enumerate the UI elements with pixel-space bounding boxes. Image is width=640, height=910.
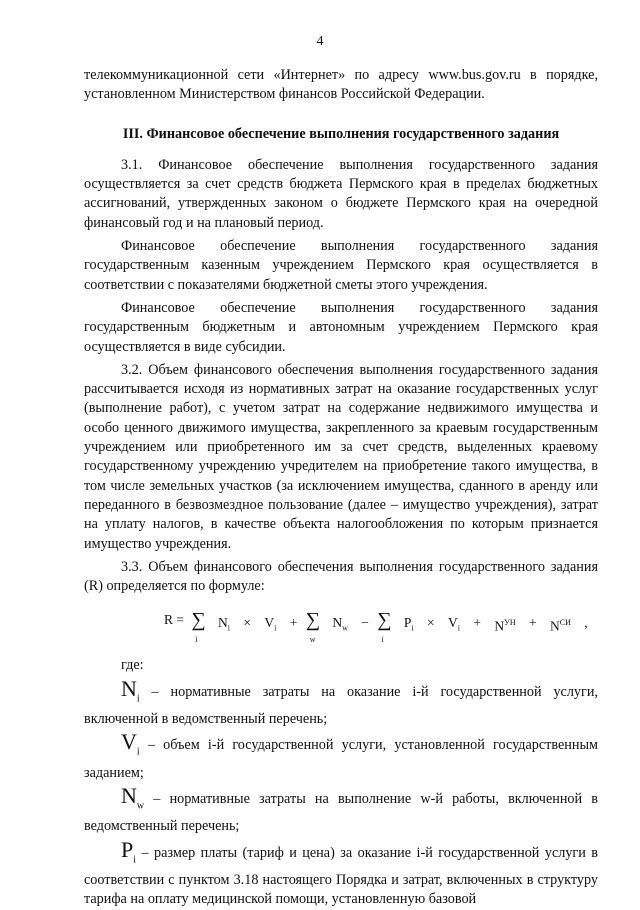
page-number: 4 bbox=[316, 34, 324, 49]
formula-sum-1: ∑ i bbox=[191, 609, 206, 645]
formula-plus-3: + bbox=[528, 615, 537, 631]
formula-term-n-un: $N^{УН}$ bbox=[494, 618, 516, 634]
symbol-v-i: $V_i$ bbox=[121, 729, 140, 758]
intro-paragraph: телекоммуникационной сети «Интернет» по адресу www.bus.gov.ru в порядке, установленном Министерством финансов Российской Федерации. bbox=[84, 67, 598, 103]
formula-term-n-si: $N^{СИ}$ bbox=[549, 618, 571, 634]
paragraph-3-2: 3.2. Объем финансового обеспечения выполнения государственного задания рассчитывается исходя из нормативных затрат на оказание государственных услуг (выполнение работ), с учетом затрат на содержание недвижимого имущества и особо ценного движимого имущества, закрепленного за краевым государственным учреждением или приобретенного им за счет средств, выделенных краевому государственному учреждению учредителем на приобретение такого имущества, в том числе земельных участков (за исключением имущества, сданного в аренду или переданного в безвозмездное пользование (далее – имущество учреждения), затрат на уплату налогов, в качестве объекта налогообложения по которым признается имущество учреждения. bbox=[84, 361, 598, 552]
symbol-n-i: $N_i$ bbox=[121, 675, 140, 705]
formula bbox=[164, 610, 598, 650]
definition-n-w: $N_w$ – нормативные затраты на выполнение w-й работы, включенной в ведомственный перечень; bbox=[84, 783, 598, 835]
section-heading: III. Финансовое обеспечение выполнения государственного задания bbox=[122, 125, 560, 142]
formula-times-2: × bbox=[427, 615, 435, 631]
formula-sum-2: ∑ w bbox=[305, 609, 320, 645]
paragraph-kazennoe: Финансовое обеспечение выполнения государственного задания государственным казенным учреждением Пермского края осуществляется в соответствии с показателями бюджетной сметы этого учреждения. bbox=[84, 238, 598, 293]
where-label: где: bbox=[121, 657, 144, 674]
formula-term-n-i: $N_i$ bbox=[218, 615, 230, 634]
formula-term-v-i-2: $V_i$ bbox=[448, 615, 461, 634]
paragraph-byudzhetnoe: Финансовое обеспечение выполнения государственного задания государственным бюджетным и автономным учреждением Пермского края осуществляется в виде субсидии. bbox=[84, 299, 598, 355]
formula-plus: + bbox=[289, 615, 298, 631]
document-body bbox=[84, 66, 598, 910]
formula-term-p-i: $P_i$ bbox=[403, 615, 414, 634]
paragraph-3-1: 3.1. Финансовое обеспечение выполнения государственного задания осуществляется за счет средств бюджета Пермского края в пределах бюджетных ассигнований, утвержденных законом о бюджете Пермского края на очередной финансовый год и на плановый период. bbox=[84, 156, 598, 231]
symbol-n-w: $N_w$ bbox=[121, 783, 145, 812]
formula-term-v-i: $V_i$ bbox=[264, 615, 277, 634]
formula-comma: , bbox=[584, 615, 588, 631]
definition-v-i: $V_i$ – объем i-й государственной услуги, установленной государственным заданием; bbox=[84, 729, 598, 781]
formula-sum-3: ∑ i bbox=[377, 609, 392, 645]
formula-times: × bbox=[243, 615, 251, 631]
definition-p-i: $P_i$ – размер платы (тариф и цена) за оказание i-й государственной услуги в соответствии с пунктом 3.18 настоящего Порядка и затрат, включенных в структуру тарифа на оплату медицинской помощи, установленную базовой bbox=[84, 836, 598, 908]
formula-minus: − bbox=[361, 615, 369, 631]
symbol-p-i: $P_i$ bbox=[121, 836, 137, 866]
paragraph-3-3: 3.3. Объем финансового обеспечения выполнения государственного задания (R) определяется по формуле: bbox=[84, 558, 598, 595]
formula-lhs: R = bbox=[164, 612, 184, 628]
formula-plus-2: + bbox=[473, 615, 482, 631]
formula-term-n-w: $N_w$ bbox=[332, 615, 348, 634]
definition-n-i: $N_i$ – нормативные затраты на оказание i-й государственной услуги, включенной в ведомственный перечень; bbox=[84, 675, 598, 728]
